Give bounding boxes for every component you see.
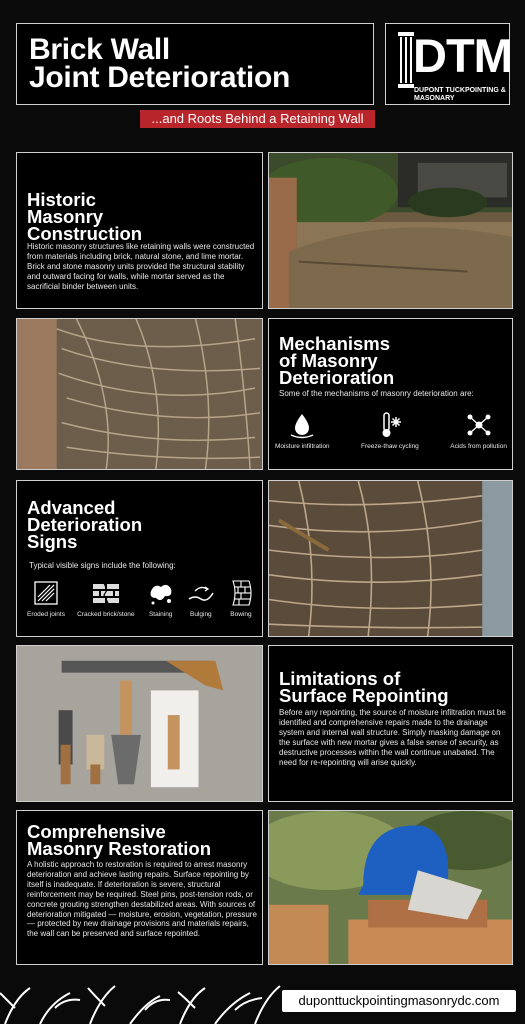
thermometer-snowflake-icon bbox=[376, 411, 404, 439]
limitations-panel bbox=[268, 645, 513, 802]
comprehensive-title: Comprehensive Masonry Restoration bbox=[27, 821, 212, 859]
sign-item-staining: Staining bbox=[147, 579, 175, 618]
mechanisms-panel bbox=[268, 318, 513, 470]
tools-photo bbox=[16, 645, 263, 802]
sign-item-eroded-joints: Eroded joints bbox=[27, 579, 65, 618]
website-link[interactable]: duponttuckpointingmasonrydc.com bbox=[282, 990, 516, 1012]
advanced-body: Typical visible signs include the following: bbox=[29, 561, 176, 570]
mechanism-item-acids: Acids from pollution bbox=[450, 411, 507, 450]
page-title bbox=[29, 33, 290, 94]
title-line2: Joint Deterioration bbox=[29, 61, 290, 94]
title-line1: Brick Wall bbox=[29, 33, 170, 66]
historic-panel bbox=[16, 152, 263, 309]
company-logo[interactable] bbox=[385, 23, 510, 105]
limitations-body: Before any repointing, the source of moisture infiltration must be identified and comprehensive repairs made to the drainage system and internal wall structure. Simply masking damage on the surface with new mortar gives a false sense of security, as destructive processes within the wall continue unabated. The need for re-repointing will arise quickly. bbox=[279, 708, 506, 767]
sign-item-bowing: Bowing bbox=[227, 579, 255, 618]
limitations-title: Limitations of Surface Repointing bbox=[279, 668, 449, 706]
mechanism-item-moisture: Moisture infiltration bbox=[275, 411, 330, 450]
retaining-wall-photo bbox=[268, 152, 513, 309]
molecule-icon bbox=[465, 411, 493, 439]
water-drop-icon bbox=[288, 411, 316, 439]
logo-line2: MASONARY bbox=[414, 95, 455, 102]
mechanisms-body: Some of the mechanisms of masonry deterioration are: bbox=[279, 389, 474, 398]
mechanisms-title: Mechanisms of Masonry Deterioration bbox=[279, 333, 395, 388]
comprehensive-panel bbox=[16, 810, 263, 965]
roots-photo-1 bbox=[16, 318, 263, 470]
roots-photo-2 bbox=[268, 480, 513, 637]
bowing-icon bbox=[227, 579, 255, 607]
hardhat-bricks-photo bbox=[268, 810, 513, 965]
mechanisms-icon-row bbox=[275, 411, 507, 450]
advanced-icon-row bbox=[27, 579, 255, 618]
historic-title: Historic Masonry Construction bbox=[27, 189, 143, 244]
cracked-brick-icon bbox=[92, 579, 120, 607]
logo-company-name bbox=[414, 87, 509, 103]
comprehensive-body: A holistic approach to restoration is required to arrest masonry deterioration and achieve lasting repairs. Surface repointing by itself is inadequate. If deterioration is severe, structural reinforcement may be required. Steel pins, post-tension rods, or concrete grouting strengthen destabilized areas. With sources of deterioration mitigated — moisture, erosion, vegetation, pressure — protected by new drainage provisions and materials repairs, the wall can be preserved and surface repointed. bbox=[27, 860, 257, 939]
logo-mark: DTM bbox=[413, 29, 512, 82]
staining-icon bbox=[147, 579, 175, 607]
eroded-joints-icon bbox=[32, 579, 60, 607]
mechanism-item-freeze-thaw: Freeze-thaw cycling bbox=[361, 411, 419, 450]
subtitle-banner: ...and Roots Behind a Retaining Wall bbox=[140, 110, 375, 128]
bulging-icon bbox=[187, 579, 215, 607]
advanced-panel bbox=[16, 480, 263, 637]
historic-body: Historic masonry structures like retaining walls were constructed from materials including brick, natural stone, and lime mortar. Brick and stone masonry units provided the structural stability and outward facing for walls, while mortar served as the sacrificial binder between units. bbox=[27, 242, 255, 291]
sign-item-cracked-brick: Cracked brick/stone bbox=[77, 579, 134, 618]
advanced-title: Advanced Deterioration Signs bbox=[27, 497, 143, 552]
title-box bbox=[16, 23, 374, 105]
logo-line1: DUPONT TUCKPOINTING & bbox=[414, 87, 506, 94]
sign-item-bulging: Bulging bbox=[187, 579, 215, 618]
